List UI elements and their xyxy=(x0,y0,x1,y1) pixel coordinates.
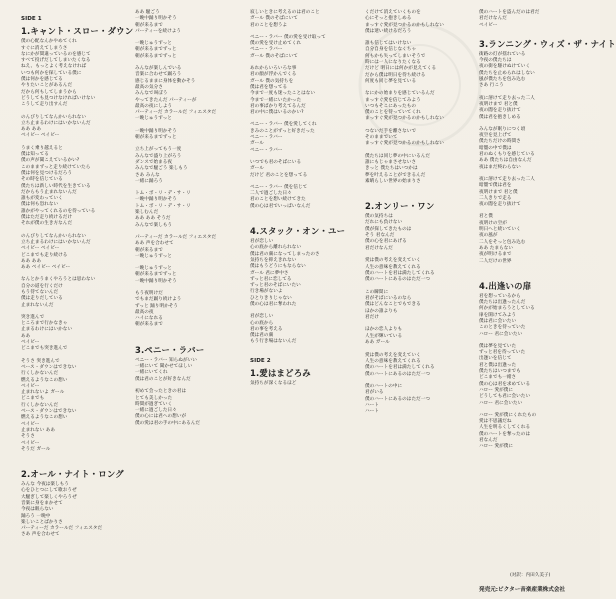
lyric-line: 人生を明るくしてくれる xyxy=(479,425,531,431)
lyric-line: 僕は走りだしている xyxy=(21,296,63,302)
lyric-line: 止まるわけにはいかない xyxy=(21,327,73,333)
lyric-line: 愛は僕の考えを変えていく xyxy=(365,258,421,264)
lyric-line: 君だけなんだ xyxy=(479,16,507,22)
lyrics-column-2 xyxy=(135,10,247,427)
lyric-line: ペニー・ラバー 知らぬがいい xyxy=(135,357,197,363)
lyric-line: 最高の夜にしよう xyxy=(135,103,173,109)
lyric-line: 二人きりで走る xyxy=(479,195,512,201)
lyric-line: 僕のハートを盗んだのは君だ xyxy=(479,10,540,15)
lyric-line: 自分自身を信じなくちゃ xyxy=(365,47,417,53)
lyric-line: 一晩中踊り明かそう xyxy=(135,16,177,22)
lyric-line: もう夜明けだ xyxy=(135,290,163,296)
stanza-gap xyxy=(365,185,477,197)
lyric-line: 朝が来るまで xyxy=(135,247,163,253)
lyric-line: このときを待っていた xyxy=(479,325,526,331)
lyric-line: ベース・ダウンはできない xyxy=(21,409,77,415)
lyric-line: ペニー・ラバー 僕の愛を受け取って xyxy=(250,34,326,40)
lyric-line: ああ 騒ごう xyxy=(135,10,160,15)
lyric-line: 僕のハートにあるのはただ一つ xyxy=(365,396,431,402)
lyric-line: 時間が過ぎていく xyxy=(135,401,173,407)
lyric-line: 最高の夜 xyxy=(135,309,154,315)
lyric-line: ああ たまらない xyxy=(479,245,514,251)
lyric-line: 君の事を考える xyxy=(250,326,283,332)
lyric-line: 何度も同じ夢を見ている xyxy=(365,78,417,84)
lyric-line: 最高の気分さ xyxy=(135,84,163,90)
lyric-line: 僕は何も恐れない xyxy=(21,202,59,208)
lyric-line: 僕の心配なんかやめてくれ xyxy=(21,39,77,45)
lyric-line: だれにも負けない xyxy=(365,220,403,226)
lyric-line: あれからいろいろな事 xyxy=(250,66,297,72)
lyric-line: 君だけなんだ xyxy=(365,245,393,251)
lyric-line: ペニー・ラバー 僕を信じて xyxy=(250,184,308,190)
lyric-line: すべて投げだしてしまいたくなる xyxy=(21,58,91,64)
lyric-line: やってきたんだ パーティーが xyxy=(135,97,197,103)
lyric-line: 一晩じゅうずっと xyxy=(135,116,172,122)
lyric-line: ああ ああ そうだ xyxy=(135,216,171,222)
lyric-line: 夢を叶えることができるんだ xyxy=(365,172,426,178)
lyric-line: 僕は君のことが好きなんだ xyxy=(135,376,191,382)
lyric-line: 音楽に身をまかせて xyxy=(21,501,63,506)
lyric-line: みんなが楽しんでいる xyxy=(135,66,182,72)
lyric-line: 朝が来るまでずっと xyxy=(135,47,177,53)
lyric-line: 一晩じゅうずっと xyxy=(135,266,172,272)
lyric-line: 僕は迷い続けるだろう xyxy=(365,28,412,34)
lyric-line: 今夜の僕たちは xyxy=(479,58,512,64)
lyric-line: 立ち止まるわけにはいかないんだ xyxy=(21,239,91,245)
lyric-line: うまく乗り越えると xyxy=(21,145,63,151)
stanza-gap xyxy=(479,265,591,277)
lyric-line: 君がそばにいるのなら xyxy=(365,295,412,301)
lyric-line: 朝が来るまで xyxy=(135,22,163,28)
lyric-line: 僕は君を想ってる xyxy=(250,84,288,90)
lyric-line: みんなで盛り上がろう xyxy=(135,153,182,159)
lyric-line: 暗闇で僕は君を xyxy=(479,183,512,189)
lyric-line: 愛は僕の考えを変えていく xyxy=(365,352,421,358)
lyric-line: 僕の愛は君の手の中にあるんだ xyxy=(135,420,201,426)
lyric-line: 夜に溶けて走り去った二人 xyxy=(479,95,535,101)
lyric-line: なにかが間違っているのを感じて xyxy=(21,51,91,57)
lyric-line: 君だけ xyxy=(365,314,379,320)
lyric-line: 気持ちが深くなるほど xyxy=(250,381,297,387)
lyric-line: つないだ手を離さないで xyxy=(365,128,417,134)
song-title: 4.出逢いの扉 xyxy=(479,280,532,291)
lyric-line: ああ 僕たちは自由なんだ xyxy=(479,158,532,164)
lyric-line: 一晩中踊り明かそう xyxy=(135,128,177,134)
lyric-line: 僕の心は君でいっぱいなんだ xyxy=(250,203,311,209)
lyric-line: 僕の声が聞こえているかい? xyxy=(21,158,80,164)
lyric-line: 今夜は眠らない xyxy=(21,507,54,513)
lyric-line: ガール 僕の気持ちを xyxy=(250,78,294,84)
lyric-line: ハロー 君に会いたい xyxy=(479,331,523,337)
lyric-line: ベイビー xyxy=(21,440,40,446)
lyric-line: 君を想っているから xyxy=(479,293,521,299)
lyric-line: 夜の闇を走り抜けて xyxy=(479,108,521,114)
lyric-line: 一緒にいてくれ xyxy=(135,370,168,376)
lyric-line: 扉を開けてみよう xyxy=(479,312,517,318)
translation-credit: (対訳：内田久美子) xyxy=(510,573,551,578)
lyric-line: 君と僕 xyxy=(479,214,493,220)
lyric-line: 僕は君を抱きしめる xyxy=(479,114,521,120)
lyric-line: 夜空を見上げて xyxy=(479,133,512,139)
side-label: SIDE 2 xyxy=(250,357,271,364)
lyric-line: 僕のハートにあるのはただ一つ xyxy=(365,277,431,283)
lyric-line: 僕は何かを感じてる xyxy=(21,77,63,83)
lyric-line: ハイになれる xyxy=(135,316,163,322)
lyric-line: 一緒に踊ろう xyxy=(135,178,163,184)
lyric-line: 気持ちを抑えきれない xyxy=(250,257,297,263)
lyrics-column-1 xyxy=(21,10,133,539)
lyric-line: そうだ ガール xyxy=(21,446,51,452)
lyric-line: パーティーだ カラールだ フィエスタだ xyxy=(135,110,217,116)
lyric-line: 僕は何を見つけるだろう xyxy=(21,170,73,176)
lyric-line: みんな 今夜は楽しもう xyxy=(21,482,69,488)
song-title: 2.オンリー・ワン xyxy=(365,201,435,212)
lyric-line: 僕はどんなことでもできる xyxy=(365,302,421,308)
lyric-line: 立ち止まるわけにはいかないんだ xyxy=(21,120,91,126)
lyric-line: 君が恋しい xyxy=(250,239,274,245)
lyric-line: いつもそこにあったもの xyxy=(365,103,417,109)
lyric-line: 感じるままに身体を動かそう xyxy=(135,78,196,84)
lyric-line: ベイビー xyxy=(21,340,40,346)
lyric-line: どこまでも走り続ける xyxy=(21,252,68,258)
lyric-line: 夜明けまで 君と僕 xyxy=(479,189,518,195)
lyric-line: 僕が探してきたものは xyxy=(365,226,412,232)
lyric-line: 僕は君に会いたい xyxy=(479,318,517,324)
lyric-line: ところまで行かなきゃ xyxy=(21,321,68,327)
lyric-line: きみのことがずっと好きだった xyxy=(250,128,315,134)
lyric-line: 誰もが変わっていく xyxy=(21,196,63,202)
lyric-line: 今まで一度も迷ったことはない xyxy=(250,91,316,97)
stanza-gap xyxy=(135,329,247,341)
lyric-line: なにかの始まりを感じているんだ xyxy=(365,91,435,97)
lyric-line: 僕の心は君に奪われた xyxy=(250,301,297,307)
lyric-line: くだけて消えていくものを xyxy=(365,10,421,15)
lyric-line: 君のぬくもりを感じている xyxy=(479,152,535,158)
lyric-line: 僕のハートにあるのはただ一つ xyxy=(365,371,431,377)
lyric-line: もう行き場はないんだ xyxy=(250,339,297,345)
lyric-line: 朝が来るまでずっと xyxy=(135,53,177,59)
lyric-line: ああ 声を合わせて xyxy=(135,241,174,247)
lyric-line: 何もかも失ってしまいそうで xyxy=(365,53,426,59)
song-title: 1.愛はまどろみ xyxy=(250,368,311,379)
lyric-line: 朝が来るまでずっと xyxy=(135,135,177,141)
lyric-line: ずっと 踊り明かそう xyxy=(135,303,179,309)
lyric-line: 僕は夢を見ていた xyxy=(479,343,517,349)
lyric-line: とても美しかった xyxy=(135,395,173,401)
lyric-line: 朝が来るまで xyxy=(135,322,163,328)
lyric-line: 二人だけの世界 xyxy=(479,258,512,264)
lyric-line: パーティーだ カラールだ フィエスタだ xyxy=(135,234,217,240)
lyric-line: その時を信じている xyxy=(21,177,63,183)
lyric-line: このままずっと走り続けていたら xyxy=(21,164,91,170)
lyric-line: 夜明けまで 君と僕 xyxy=(479,101,518,107)
lyric-line: すぐに消えてしまうさ xyxy=(21,45,68,51)
lyric-line: 素晴らしい世界の始まりさ xyxy=(365,178,421,184)
song-title: 3.ランニング・ウィズ・ザ・ナイト xyxy=(479,38,616,49)
lyric-line: 誰も信じてはいけない xyxy=(365,41,412,47)
lyric-line: みんなで叫ぼう xyxy=(135,91,168,97)
lyric-line: ああ xyxy=(21,333,31,339)
lyric-line: 街路の灯が揺れている xyxy=(479,51,526,57)
lyric-line: ほかの恋人よりも xyxy=(365,327,403,333)
lyric-line: 君の事ばかり考えてるんだ xyxy=(250,103,306,109)
lyric-line: そうさ xyxy=(21,434,35,440)
lyric-line: 二人をそっと包み込む xyxy=(479,239,526,245)
lyric-line: 行き場がないよ xyxy=(250,289,283,295)
lyric-line: いつも何かを探している僕に xyxy=(21,70,82,76)
lyric-line: ガール xyxy=(250,166,264,172)
lyric-line: でもまだ踊り続けよう xyxy=(135,297,182,303)
lyric-line: さあ 行こう xyxy=(479,83,504,89)
lyric-line: だけど 明日には何かが見えてくる xyxy=(365,66,437,72)
lyric-line: 人生が輝いている xyxy=(365,333,403,339)
lyric-line: 夜の街を駆けぬけていく xyxy=(479,64,531,70)
lyric-line: 朝が来るまでずっと xyxy=(135,272,177,278)
lyric-line: 暗闇の中で僕は xyxy=(479,145,512,151)
lyric-line: 僕たちは出逢ったんだ xyxy=(479,300,526,306)
lyric-line: ベイビー xyxy=(21,421,40,427)
lyric-line: 君が恋しい xyxy=(250,314,274,320)
lyric-line: のんびりしてなんかいられない xyxy=(21,233,87,239)
lyric-line: 僕のハートの中に xyxy=(365,384,403,390)
lyric-line: そのままでいて xyxy=(365,135,398,141)
lyric-line: 僕のハートを君は満たしてくれる xyxy=(365,270,435,276)
lyric-line: ずっと君のそばにいたい xyxy=(250,283,301,289)
lyric-line: ハロー 愛が僕に xyxy=(479,387,514,393)
lyric-line: 止まれないんだ xyxy=(21,302,54,308)
lyric-line: ガール xyxy=(250,141,264,147)
lyric-line: 心の底から離れられない xyxy=(250,245,302,251)
lyric-line: 燃えるようなこの想い xyxy=(21,415,68,421)
lyric-line: 一晩中踊り明かそう xyxy=(135,278,177,284)
lyric-line: 初めて会ったときの君は xyxy=(135,389,187,395)
lyric-line: ベイビー ベイビー xyxy=(21,133,60,139)
lyric-line: だからもう止まれないんだ xyxy=(21,189,77,195)
lyric-line: この瞬間に xyxy=(365,289,389,295)
lyric-line: トム・ボ・リ・デ・サ・リ xyxy=(135,203,191,209)
lyric-line: ずっと君を待っていた xyxy=(479,350,526,356)
lyric-line: 燃えるようなこの想い xyxy=(21,377,68,383)
lyric-line: みんなで楽しもう xyxy=(135,222,173,228)
lyric-line: 僕は君の虜になってしまったのさ xyxy=(250,251,320,257)
lyric-line: 夜の闇を走り抜けて xyxy=(479,202,521,208)
lyric-line: 僕たちはいつまでも xyxy=(479,369,521,375)
lyric-line: みんなで騒ごう 楽しもう xyxy=(135,166,188,172)
song-title: 2.オール・ナイト・ロング xyxy=(21,469,124,480)
lyric-line: 僕は君の虜 xyxy=(250,333,274,339)
lyric-line: 一緒に過ごした日々 xyxy=(135,408,177,414)
lyric-line: ガール 君に夢中さ xyxy=(250,270,289,276)
lyric-line: ペニー・ラバー xyxy=(250,147,283,153)
lyric-line: 時には一人になりたくなる xyxy=(365,60,421,66)
song-title: 4.スタック・オン・ユー xyxy=(250,226,346,237)
publisher-line: 発売元:ビクター音楽産業株式会社 xyxy=(479,587,566,593)
lyric-line: ああ ガール xyxy=(365,340,390,346)
lyric-line: 君のことを想うよ xyxy=(250,22,288,28)
lyric-line: 僕はもうどうにもならない xyxy=(250,264,306,270)
lyric-line: ああ ああ xyxy=(21,258,42,264)
lyric-line: 何かが始まろうとしている xyxy=(479,306,535,312)
lyric-line: どこまでも突き進んで xyxy=(21,346,68,352)
lyric-line: どうしても見つけなければいけない xyxy=(21,95,96,101)
lyric-line: 心の底から xyxy=(250,320,274,326)
lyric-line: 君がいる xyxy=(365,390,384,396)
lyric-line: 明日へと続いていく xyxy=(479,227,521,233)
lyric-line: 僕の心には君への想いが xyxy=(135,414,187,420)
lyric-line: のんびりしてなんかいられない xyxy=(21,114,87,120)
lyric-line: きっと 僕たちはいつかは xyxy=(365,166,418,172)
lyric-line: 僕たちを止められはしない xyxy=(479,70,535,76)
lyric-line: 君なんだ xyxy=(479,438,498,444)
lyric-line: 風が僕たちを包み込む xyxy=(479,77,526,83)
lyric-line: 楽しむんだ xyxy=(135,210,159,216)
lyric-line: 夜明けの空が xyxy=(479,220,507,226)
lyric-line: まっすぐ愛が見つかるのかもしれない xyxy=(365,22,444,28)
lyric-line: やりたいことがあるんだ xyxy=(21,83,73,89)
side-label: SIDE 1 xyxy=(21,16,42,22)
lyric-line: 僕の心は君を求めている xyxy=(479,381,531,387)
song-title: 1.キャント・スロー・ダウン xyxy=(21,26,134,37)
lyric-line: 誰かがやってくれるのを待っている xyxy=(21,208,96,214)
lyric-line: 僕たちは新しい時代を生きている xyxy=(21,183,91,189)
lyric-line: だから何もしてしまうから xyxy=(21,89,77,95)
lyric-line: 夜はまだ終わらない xyxy=(479,164,521,170)
lyric-line: ペニー・ラバー 僕を愛してくれ xyxy=(250,122,317,128)
lyric-line: ペイビー xyxy=(479,22,498,28)
lyric-line: 楽しいことばかりさ xyxy=(21,519,63,525)
lyric-line: ベース・ダウンはできない xyxy=(21,364,77,370)
lyric-line: 人生の意味を教えてくれる xyxy=(365,358,421,364)
lyric-line: どこまでも一緒さ xyxy=(479,375,517,381)
lyric-line: 君のことを想い続けてきた xyxy=(250,197,306,203)
lyric-line: ほかの誰よりも xyxy=(365,308,398,314)
lyric-line: 突き進んで xyxy=(21,314,45,320)
stanza-gap xyxy=(250,210,362,222)
lyric-line: ガール 僕のそばにいて xyxy=(250,16,298,22)
lyric-line: 君の顔が浮かんでくる xyxy=(250,72,297,78)
lyric-line: 僕のハートを奪ったのは xyxy=(479,431,531,437)
lyric-line: 立ち上がってもう一度 xyxy=(135,147,182,153)
lyric-line: さあ 声を合わせて xyxy=(21,532,60,538)
lyric-line: 僕たちは同じ夢の中にいるんだ xyxy=(365,153,431,159)
lyric-line: 音楽に合わせて踊ろう xyxy=(135,72,182,78)
song-title: 3.ペニー・ラバー xyxy=(135,344,205,355)
lyric-line: ひとりきりじゃない xyxy=(250,295,292,301)
lyric-line: パーティーを続けよう xyxy=(135,28,182,34)
lyric-line: まっすぐ愛が見つかるのかもしれない xyxy=(365,116,444,122)
lyric-line: 夜が明けるまで xyxy=(479,252,512,258)
lyric-line: さあ みんな xyxy=(135,172,160,178)
lyric-line: なんとかうまくやろうとは思わない xyxy=(21,277,96,283)
stanza-gap xyxy=(250,346,362,352)
lyric-line: 大騒ぎして楽しくやろうぜ xyxy=(21,494,77,500)
lyric-line: ガール 僕のそばにいて xyxy=(250,53,298,59)
lyric-line: 二人で過ごした日々 xyxy=(250,191,292,197)
lyrics-column-3 xyxy=(250,10,362,387)
lyric-line: 行くしかないんだ xyxy=(21,371,59,377)
lyric-line: パーティーだ カラールだ フィエスタだ xyxy=(21,526,103,532)
lyric-line: それが僕の生き方なんだ xyxy=(21,221,73,227)
lyric-line: トム・ボ・リ・デ・サ・リ xyxy=(135,191,191,197)
lyric-line: 僕は知ってる xyxy=(21,152,49,158)
lyric-line: こうして走り出すんだ xyxy=(21,102,68,108)
stanza-gap xyxy=(21,453,133,465)
lyric-line: 止まれないよ ガール xyxy=(21,390,65,396)
lyric-line: そうさ 突き進んで xyxy=(21,358,60,364)
lyric-line: 僕の気持ちは xyxy=(365,214,393,220)
lyric-line: どうしても君に会いたい xyxy=(479,394,531,400)
lyric-line: ハート xyxy=(365,409,379,415)
lyric-line: ベイビー ベイビー xyxy=(21,246,60,252)
lyric-line: 僕の愛を受け止めてくれ xyxy=(250,41,302,47)
lyric-line: 一晩じゅうずっと xyxy=(135,41,172,47)
lyric-line: だから僕は明日を待ち続ける xyxy=(365,72,426,78)
lyric-line: 一緒にいて 聞かせてほしい xyxy=(135,364,193,370)
lyric-line: 君と僕は出逢った xyxy=(479,362,517,368)
lyric-line: ああ ベイビー ベイビー xyxy=(21,265,71,271)
lyric-line: ねえ、もっとよく考えなければ xyxy=(21,64,87,70)
lyric-line: 夜に溶けて走り去った二人 xyxy=(479,176,535,182)
lyric-line: ハロー 君に会いたい xyxy=(479,400,523,406)
lyric-line: 僕のハートを君は満たしてくれる xyxy=(365,365,435,371)
lyric-line: そう 君なんだ xyxy=(365,233,395,239)
lyric-line: 愛は不思議だね xyxy=(479,419,512,425)
lyric-line: ダンスで始まる夜 xyxy=(135,159,173,165)
lyric-line: 心をひとつにして歌おうぜ xyxy=(21,488,77,494)
lyric-line: もう待てないんだ xyxy=(21,289,59,295)
lyric-line: 自分の道を行くだけ xyxy=(21,283,63,289)
lyric-line: 一晩じゅうずっと xyxy=(135,253,172,259)
lyric-line: 僕の心を君にあげる xyxy=(365,239,407,245)
lyric-line: 一晩中踊り明かそう xyxy=(135,197,177,203)
lyric-line: 人生の意味を教えてくれる xyxy=(365,264,421,270)
lyric-line: 君の中に僕はいるのかい? xyxy=(250,110,304,116)
lyric-line: ベイビー xyxy=(21,383,40,389)
lyric-line: 踊ろう 一晩中 xyxy=(21,513,51,519)
lyrics-column-5 xyxy=(479,10,616,451)
lyric-line: 僕はただ走り続けるだけ xyxy=(21,215,73,221)
lyric-line: ペニー・ラバー xyxy=(250,135,283,141)
lyric-line: 僕たちだけの時間さ xyxy=(479,139,521,145)
lyric-line: ペニー・ラバー xyxy=(250,47,283,53)
lyric-line: 止まれない ああ xyxy=(21,427,56,433)
lyric-line: だけど 君のことを想ってる xyxy=(250,172,308,178)
lyric-line: ハロー 愛が僕に xyxy=(479,444,514,450)
lyric-line: 寂しいときに考えるのは君のこと xyxy=(250,10,320,15)
lyric-line: 行くしかないんだ xyxy=(21,402,59,408)
lyric-line: 僕のことを待っていてくれ xyxy=(365,110,421,116)
lyric-line: ああ ああ xyxy=(21,127,42,133)
lyrics-column-4 xyxy=(365,10,477,416)
lyric-line: 夜の風が xyxy=(479,233,498,239)
lyric-line: まっすぐ愛を信じてみよう xyxy=(365,97,421,103)
lyric-line: まっすぐ愛が見つかるのかもしれない xyxy=(365,141,444,147)
lyric-line: 出逢いを信じて xyxy=(479,356,512,362)
stanza-gap xyxy=(479,29,591,35)
lyric-line: ずっと君に恋してる xyxy=(250,276,292,282)
lyric-line: どこまでも xyxy=(21,396,45,402)
lyric-line: ハロー 愛が僕にくれたもの xyxy=(479,412,537,418)
lyric-line: 今まで一緒にいたかった xyxy=(250,97,302,103)
lyric-line: 誰にもじゃまさせないさ xyxy=(365,159,417,165)
lyric-line: 心にそっと抱きしめる xyxy=(365,16,412,22)
lyric-line: いつでも君のそばにいる xyxy=(250,159,302,165)
lyric-line: ハート xyxy=(365,403,379,409)
lyric-line: みんなが眠りにつく頃 xyxy=(479,126,526,132)
